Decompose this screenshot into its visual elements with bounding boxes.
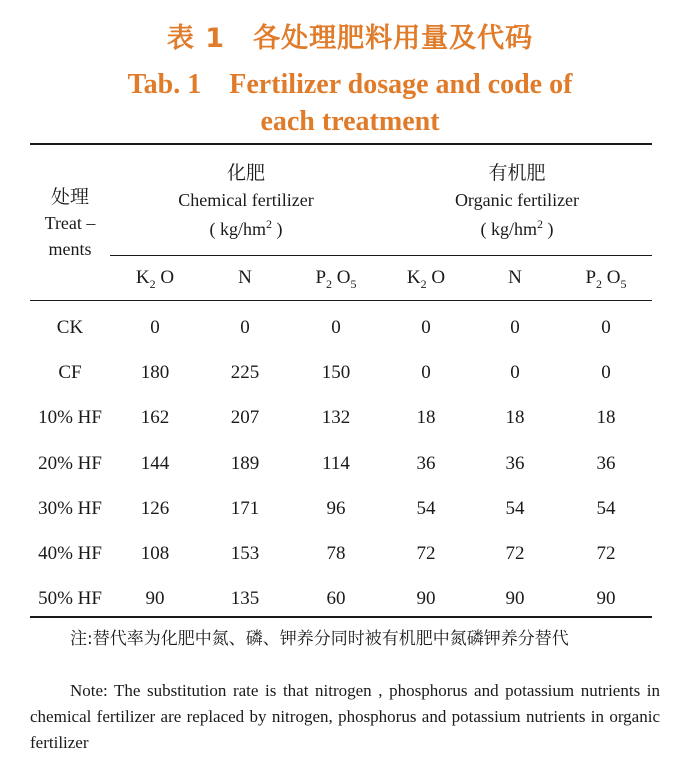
organic-unit: ( $kg/hm^2$ ) [480, 217, 554, 239]
row-label: 10% HF [38, 407, 102, 428]
table-cell: 171 [230, 498, 260, 519]
table-cell: 114 [322, 453, 350, 474]
table-cell: 72 [505, 543, 525, 564]
top-rule [30, 143, 652, 145]
table-cell: 0 [510, 362, 520, 383]
table-cell: 0 [150, 317, 160, 338]
table-cell: 72 [416, 543, 436, 564]
row-label: 50% HF [38, 588, 102, 609]
table-cell: 60 [326, 588, 346, 609]
table-title-en-line2: each treatment [260, 106, 440, 137]
table-cell: 96 [326, 498, 346, 519]
table-cell: 153 [230, 543, 260, 564]
table-cell: 90 [596, 588, 616, 609]
table-cell: 207 [230, 407, 260, 428]
table-cell: 36 [416, 453, 436, 474]
chemical-unit: ( $kg/hm^2$ ) [209, 217, 283, 239]
table-cell: 0 [601, 362, 611, 383]
table-cell: 0 [510, 317, 520, 338]
table-cell: 54 [416, 498, 436, 519]
organic-header-en: Organic fertilizer [454, 190, 580, 210]
table-cell: 54 [596, 498, 616, 519]
row-label: CK [56, 317, 84, 338]
table-cell: 0 [331, 317, 341, 338]
row-label: 30% HF [38, 498, 102, 519]
treatment-header-en-1: Treat – [44, 213, 96, 233]
table-cell: 108 [140, 543, 170, 564]
table-cell: 144 [140, 453, 170, 474]
row-label: CF [58, 362, 82, 383]
chemical-header-cn: 化肥 [226, 162, 265, 184]
chemical-header-en: Chemical fertilizer [178, 190, 314, 210]
table-cell: 0 [601, 317, 611, 338]
table-cell: 72 [596, 543, 616, 564]
table-title-en-line1: Tab. 1 Fertilizer dosage and code of [127, 69, 573, 100]
table-cell: 54 [505, 498, 525, 519]
table-title-cn: 表 1 各处理肥料用量及代码 [166, 23, 534, 54]
column-header: N [238, 267, 252, 288]
row-label: 40% HF [38, 543, 102, 564]
column-header: $P_2$ $O_5$ [585, 267, 627, 291]
bottom-rule [30, 616, 652, 618]
table-cell: 0 [240, 317, 250, 338]
table-cell: 90 [145, 588, 165, 609]
note-en: Note: The substitution rate is that nitrogen , phosphorus and potassium nutrients in chemical fertilizer are replaced by nitrogen, phosphorus and potassium nutrients in organic fertilizer [30, 681, 660, 752]
column-header: N [508, 267, 522, 288]
table-cell: 18 [596, 407, 616, 428]
table-cell: 135 [230, 588, 260, 609]
table-cell: 36 [505, 453, 525, 474]
table-cell: 18 [416, 407, 436, 428]
table-cell: 36 [596, 453, 616, 474]
table-cell: 0 [421, 317, 431, 338]
treatment-header-en-2: ments [48, 239, 92, 259]
table-cell: 225 [230, 362, 260, 383]
table-cell: 180 [140, 362, 170, 383]
table-cell: 0 [421, 362, 431, 383]
organic-header-cn: 有机肥 [488, 162, 546, 184]
header-bottom-rule [30, 300, 652, 301]
table-cell: 132 [321, 407, 351, 428]
table-cell: 18 [505, 407, 525, 428]
column-header: $K_2$ O [406, 267, 446, 291]
table-cell: 78 [326, 543, 346, 564]
column-header: $K_2$ O [135, 267, 175, 291]
table-cell: 150 [321, 362, 351, 383]
table-cell: 90 [416, 588, 436, 609]
table-cell: 90 [505, 588, 525, 609]
table-cell: 126 [140, 498, 170, 519]
column-header: $P_2$ $O_5$ [315, 267, 357, 291]
table-cell: 189 [230, 453, 260, 474]
note-cn: 注:替代率为化肥中氮、磷、钾养分同时被有机肥中氮磷钾养分替代 [70, 629, 569, 649]
group-rule [110, 255, 652, 256]
row-label: 20% HF [38, 453, 102, 474]
treatment-header-cn: 处理 [50, 186, 89, 208]
table-cell: 162 [140, 407, 170, 428]
